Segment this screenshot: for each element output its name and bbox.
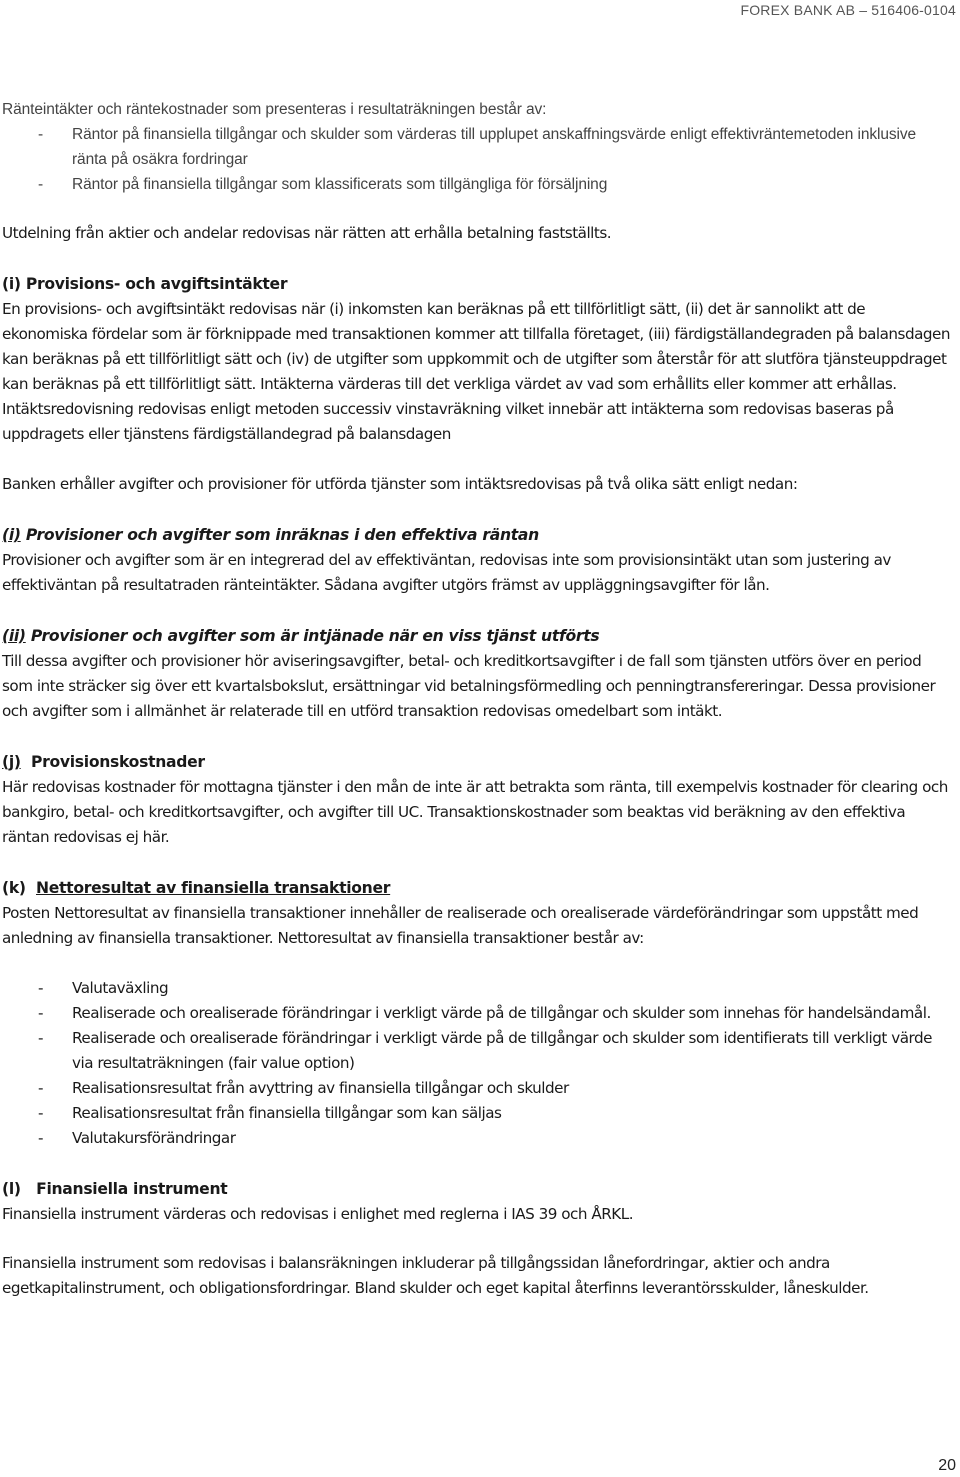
list-item — [2, 1026, 954, 1076]
transaction-list — [2, 976, 954, 1151]
section-body: Här redovisas kostnader för mottagna tjänster i den mån de inte är att betrakta som ränta, till exempelvis kostnader för clearing och bankgiro, betal- och kreditkortsavgifter, och avgifter till UC. Transaktionskostnader som beaktas vid beräkning av den effektiva räntan redovisas ej här. — [2, 778, 948, 846]
section-body: Finansiella instrument värderas och redovisas i enlighet med reglerna i IAS 39 och ÅRKL. — [2, 1205, 634, 1223]
section-body: En provisions- och avgiftsintäkt redovisas när (i) inkomsten kan beräknas på ett tillförlitligt sätt, (ii) det är sannolikt att de ekonomiska fördelar som är förknippade med transaktionen kommer att tillfalla företaget, (iii) färdigställandegraden på balansdagen kan beräknas på ett tillförlitligt sätt och (iv) de utgifter som uppkommit och de utgifter som återstår för att slutföra tjänsteuppdraget kan beräknas på ett tillförlitligt sätt. Intäkterna värderas till det verkliga värdet av vad som erhållits eller kommer att erhållas. Intäktsredovisning redovisas enligt metoden successiv vinstavräkning vilket innebär att intäkterna som redovisas baseras på uppdragets eller tjänstens färdigställandegrad på balansdagen — [2, 300, 951, 443]
subsection-body: Provisioner och avgifter som är en integrerad del av effektiväntan, redovisas inte som provisionsintäkt utan som justering av effektiväntan på resultatraden ränteintäkter. Sådana avgifter utgörs främst av uppläggningsavgifter för lån. — [2, 551, 891, 594]
subsection-body: Till dessa avgifter och provisioner hör aviseringsavgifter, betal- och kreditkortsavgifter i de fall som tjänsten utförs över en period som inte sträcker sig över ett kvartalsbokslut, ersättningar vid betalningsförmedling och penningtransfereringar. Dessa provisioner och avgifter som i allmänhet är relaterade till en utförd transaktion redovisas omedelbart som intäkt. — [2, 652, 936, 720]
section-prefix: (k) — [2, 879, 26, 897]
document-header: FOREX BANK AB – 516406-0104 — [740, 2, 956, 18]
bullet-dash: - — [38, 1079, 43, 1097]
bullet-dash: - — [38, 1004, 43, 1022]
list-item-text: Realiserade och orealiserade förändringar i verkligt värde på de tillgångar och skulder som identifierats till verkligt värde via resultaträkningen (fair value option) — [72, 1029, 932, 1072]
bullet-dash: - — [38, 176, 44, 193]
list-item-text: Realisationsresultat från finansiella tillgångar som kan säljas — [72, 1104, 502, 1122]
section-body: Finansiella instrument som redovisas i balansräkningen inkluderar på tillgångssidan lånefordringar, aktier och andra egetkapitalinstrument, och obligationsfordringar. Bland skulder och eget kapital återfinns leverantörsskulder, låneskulder. — [2, 1254, 869, 1297]
list-item — [2, 976, 954, 1001]
section-title: Provisionskostnader — [30, 753, 205, 771]
interest-intro — [2, 97, 954, 197]
document-body — [2, 97, 954, 1301]
interest-intro-text: Ränteintäkter och räntekostnader som presenteras i resultaträkningen består av: — [2, 101, 547, 118]
subsection-heading — [2, 623, 954, 649]
section-body: Posten Nettoresultat av finansiella transaktioner innehåller de realiserade och orealiserade värdeförändringar som uppstått med anledning av finansiella transaktioner. Nettoresultat av finansiella transaktioner består av: — [2, 904, 919, 947]
list-item — [2, 1101, 954, 1126]
list-item — [2, 122, 954, 172]
section-title: Nettoresultat av finansiella transaktioner — [36, 879, 391, 897]
methods-paragraph: Banken erhåller avgifter och provisioner för utförda tjänster som intäktsredovisas på två olika sätt enligt nedan: — [2, 475, 798, 493]
subsection-prefix: (i) — [2, 526, 21, 544]
subsection-heading — [2, 522, 954, 548]
section-heading — [2, 875, 954, 901]
section-prefix: (l) — [2, 1180, 21, 1198]
bullet-dash: - — [38, 1029, 43, 1047]
section-heading — [2, 1176, 954, 1202]
subsection-title: Provisioner och avgifter som är intjänade när en viss tjänst utförts — [30, 627, 600, 645]
list-item — [2, 1001, 954, 1026]
list-item — [2, 1076, 954, 1101]
list-item-text: Valutaväxling — [72, 979, 169, 997]
bullet-dash: - — [38, 126, 44, 143]
subsection-prefix: (ii) — [2, 627, 26, 645]
bullet-dash: - — [38, 1104, 43, 1122]
list-item-text: Realisationsresultat från avyttring av finansiella tillgångar och skulder — [72, 1079, 569, 1097]
section-title: Provisions- och avgiftsintäkter — [25, 275, 288, 293]
list-item-text: Räntor på finansiella tillgångar som klassificerats som tillgängliga för försäljning — [72, 176, 608, 193]
section-heading — [2, 749, 954, 775]
section-title: Finansiella instrument — [36, 1180, 228, 1198]
list-item — [2, 1126, 954, 1151]
dividend-paragraph: Utdelning från aktier och andelar redovisas när rätten att erhålla betalning fastställts. — [2, 224, 612, 242]
list-item-text: Valutakursförändringar — [72, 1129, 236, 1147]
section-heading — [2, 271, 954, 297]
list-item — [2, 172, 954, 197]
subsection-title: Provisioner och avgifter som inräknas i den effektiva räntan — [25, 526, 539, 544]
page-number: 20 — [938, 1457, 956, 1474]
bullet-dash: - — [38, 1129, 43, 1147]
list-item-text: Realiserade och orealiserade förändringar i verkligt värde på de tillgångar och skulder som innehas för handelsändamål. — [72, 1004, 931, 1022]
list-item-text: Räntor på finansiella tillgångar och skulder som värderas till upplupet anskaffningsvärde enligt effektivräntemetoden inklusive ränta på osäkra fordringar — [72, 126, 917, 168]
bullet-dash: - — [38, 979, 43, 997]
section-prefix: (i) — [2, 275, 21, 293]
interest-list — [2, 122, 954, 197]
section-prefix: (j) — [2, 753, 21, 771]
